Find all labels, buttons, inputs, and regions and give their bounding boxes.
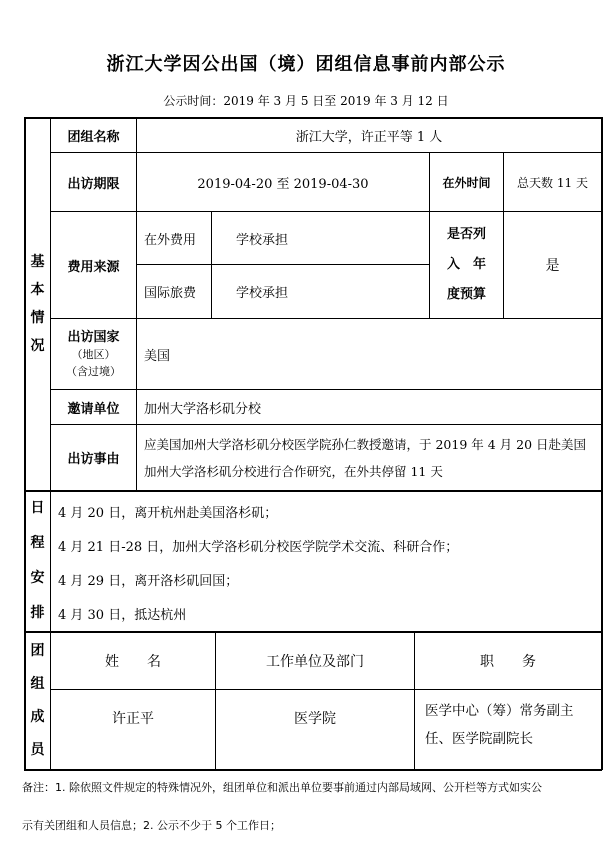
schedule-section-label: 日 程 安 排	[30, 500, 45, 621]
visit-period-value: 2019-04-20 至 2019-04-30	[197, 176, 369, 192]
schedule-item: 4 月 21 日-28 日，加州大学洛杉矶分校医学院学术交流、科研合作；	[58, 539, 459, 555]
member-name: 许正平	[112, 710, 154, 727]
member-position-cell	[415, 690, 601, 745]
basic-info-section-label: 基 本 情 况	[30, 254, 45, 354]
purpose-label: 出访事由	[67, 452, 120, 467]
annual-budget-value: 是	[545, 258, 560, 274]
member-header-position: 职 务	[480, 653, 536, 670]
inviting-org-value: 加州大学洛杉矶分校	[144, 401, 262, 417]
intl-travel-label: 国际旅费	[144, 286, 197, 301]
time-abroad-value: 总天数 11 天	[517, 175, 588, 190]
members-section-label: 团 组 成 员	[30, 642, 45, 758]
overseas-cost-value: 学校承担	[236, 232, 289, 248]
intl-travel-value: 学校承担	[236, 286, 289, 301]
member-header-name: 姓 名	[105, 653, 161, 670]
inviting-org-label: 邀请单位	[67, 401, 120, 417]
member-position: 医学中心（筹）常务副主任、医学院副院长	[425, 703, 574, 745]
countries-label: 出访国家 （地区） （含过境）	[66, 329, 121, 378]
funding-source-label: 费用来源	[67, 259, 120, 275]
group-name-label: 团组名称	[67, 129, 120, 145]
group-name-value: 浙江大学，许正平等 1 人	[295, 129, 443, 145]
note-line-2: 示有关团组和人员信息；2. 公示不少于 5 个工作日；	[22, 819, 281, 832]
schedule-item: 4 月 20 日，离开杭州赴美国洛杉矶；	[58, 505, 278, 521]
time-abroad-label: 在外时间	[442, 175, 491, 190]
visit-period-label: 出访期限	[67, 176, 120, 192]
note-line-1: 备注：1. 除依照文件规定的特殊情况外，组团单位和派出单位要事前通过内部局域网、公开栏等方式如实公	[22, 781, 542, 794]
purpose-value: 应美国加州大学洛杉矶分校医学院孙仁教授邀请，于 2019 年 4 月 20 日赴美国加州大学洛杉矶分校进行合作研究，在外共停留 11 天	[144, 436, 587, 479]
countries-value: 美国	[144, 348, 171, 364]
publicity-period: 公示时间：2019 年 3 月 5 日至 2019 年 3 月 12 日	[163, 94, 449, 108]
overseas-cost-label: 在外费用	[144, 232, 197, 248]
schedule-item: 4 月 29 日，离开洛杉矶回国；	[58, 573, 239, 589]
schedule-item: 4 月 30 日，抵达杭州	[58, 607, 187, 623]
annual-budget-label: 是否列 入 年 度预算	[446, 227, 486, 302]
member-unit: 医学院	[294, 710, 336, 727]
member-header-unit: 工作单位及部门	[266, 653, 364, 670]
page-title: 浙江大学因公出国（境）团组信息事前内部公示	[106, 54, 506, 75]
